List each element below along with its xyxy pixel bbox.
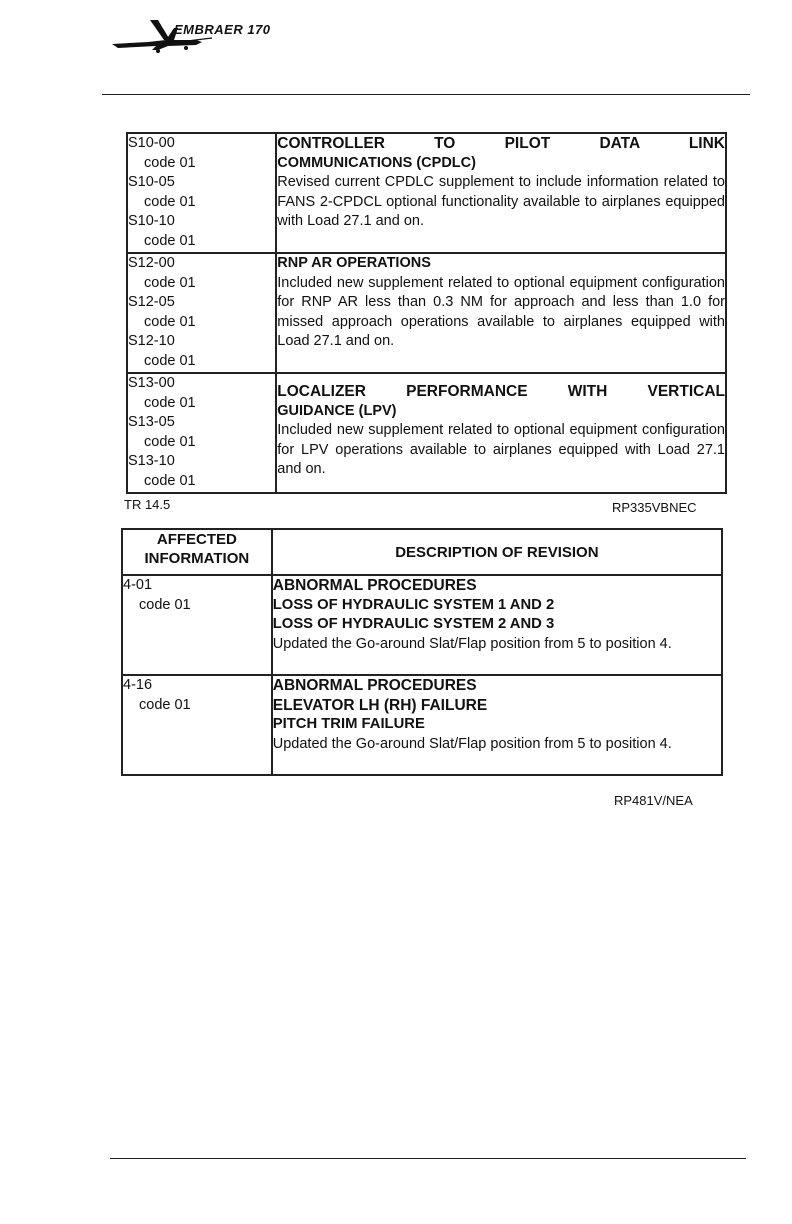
footer-rule (110, 1158, 746, 1159)
description-cell (272, 575, 722, 675)
item-code: S10-00 (128, 135, 175, 151)
affected-info-cell (127, 373, 276, 493)
table-row (127, 133, 726, 253)
revision-title: ABNORMAL PROCEDURES (272, 677, 477, 694)
description-cell (276, 373, 726, 493)
item-code: code 01 (144, 154, 196, 171)
item-code: code 01 (144, 352, 196, 369)
table-header-row (122, 529, 722, 575)
item-code: code 01 (144, 193, 196, 210)
item-code: S13-00 (128, 375, 175, 391)
revision-title: LOSS OF HYDRAULIC SYSTEM 2 AND 3 (272, 616, 555, 632)
affected-info-cell (122, 675, 272, 775)
header-rule (102, 94, 750, 95)
table-row (122, 675, 722, 775)
table-row (127, 373, 726, 493)
item-code: S12-10 (128, 333, 175, 349)
table-row (122, 575, 722, 675)
column-header-description: DESCRIPTION OF REVISION (272, 529, 722, 575)
revision-text: Included new supplement related to optional equipment configuration for LPV operations available to airplanes equipped with Load 27.1 and on. (277, 422, 725, 477)
item-code: S12-00 (128, 255, 175, 271)
revision-text: Updated the Go-around Slat/Flap position from 5 to position 4. (272, 735, 672, 752)
revision-title: ABNORMAL PROCEDURES (272, 577, 477, 594)
affected-info-cell (127, 253, 276, 373)
revision-text: Updated the Go-around Slat/Flap position from 5 to position 4. (272, 635, 672, 652)
table-footnote-right: RP481V/NEA (614, 793, 693, 808)
description-cell (276, 133, 726, 253)
affected-info-cell (127, 133, 276, 253)
item-code: code 01 (144, 394, 196, 411)
description-cell (272, 675, 722, 775)
brand-name: EMBRAER 170 (174, 22, 271, 37)
revision-text: Included new supplement related to optional equipment configuration for RNP AR less than 0.3 NM for approach and less than 1.0 for missed approach operations available to airplanes equipped with Load 27.1 and on. (277, 274, 725, 349)
description-cell (276, 253, 726, 373)
revision-title: ELEVATOR LH (RH) FAILURE (272, 696, 488, 714)
revision-table-2 (121, 528, 723, 776)
item-code: code 01 (144, 313, 196, 330)
item-code: S10-10 (128, 213, 175, 229)
revision-title: CONTROLLER TO PILOT DATA LINK (277, 135, 725, 152)
revision-title: PITCH TRIM FAILURE (272, 716, 425, 732)
affected-info-cell (122, 575, 272, 675)
column-header-affected: AFFECTED INFORMATION (122, 529, 272, 575)
revision-text: Revised current CPDLC supplement to include information related to FANS 2-CPDCL optional functionality available to airplanes equipped with Load 27.1 and on. (277, 174, 725, 229)
item-code: S12-05 (128, 294, 175, 310)
revision-title: LOCALIZER PERFORMANCE WITH VERTICAL (277, 383, 725, 400)
revision-table-1 (126, 132, 727, 494)
table-row (127, 253, 726, 373)
item-code: S13-10 (128, 453, 175, 469)
item-code: code 01 (139, 697, 191, 713)
item-code: code 01 (144, 472, 196, 489)
item-code: 4-01 (123, 577, 153, 593)
item-code: code 01 (144, 433, 196, 450)
revision-title: COMMUNICATIONS (CPDLC) (277, 154, 476, 171)
table-footnote-left: TR 14.5 (124, 497, 171, 512)
table-footnote-right: RP335VBNEC (612, 500, 697, 515)
revision-title: GUIDANCE (LPV) (277, 402, 397, 419)
item-code: code 01 (144, 232, 196, 249)
revision-title: RNP AR OPERATIONS (277, 255, 431, 271)
revision-title: LOSS OF HYDRAULIC SYSTEM 1 AND 2 (272, 596, 555, 613)
item-code: S13-05 (128, 414, 175, 430)
item-code: 4-16 (123, 677, 153, 693)
item-code: code 01 (144, 274, 196, 291)
item-code: code 01 (139, 597, 191, 613)
item-code: S10-05 (128, 174, 175, 190)
